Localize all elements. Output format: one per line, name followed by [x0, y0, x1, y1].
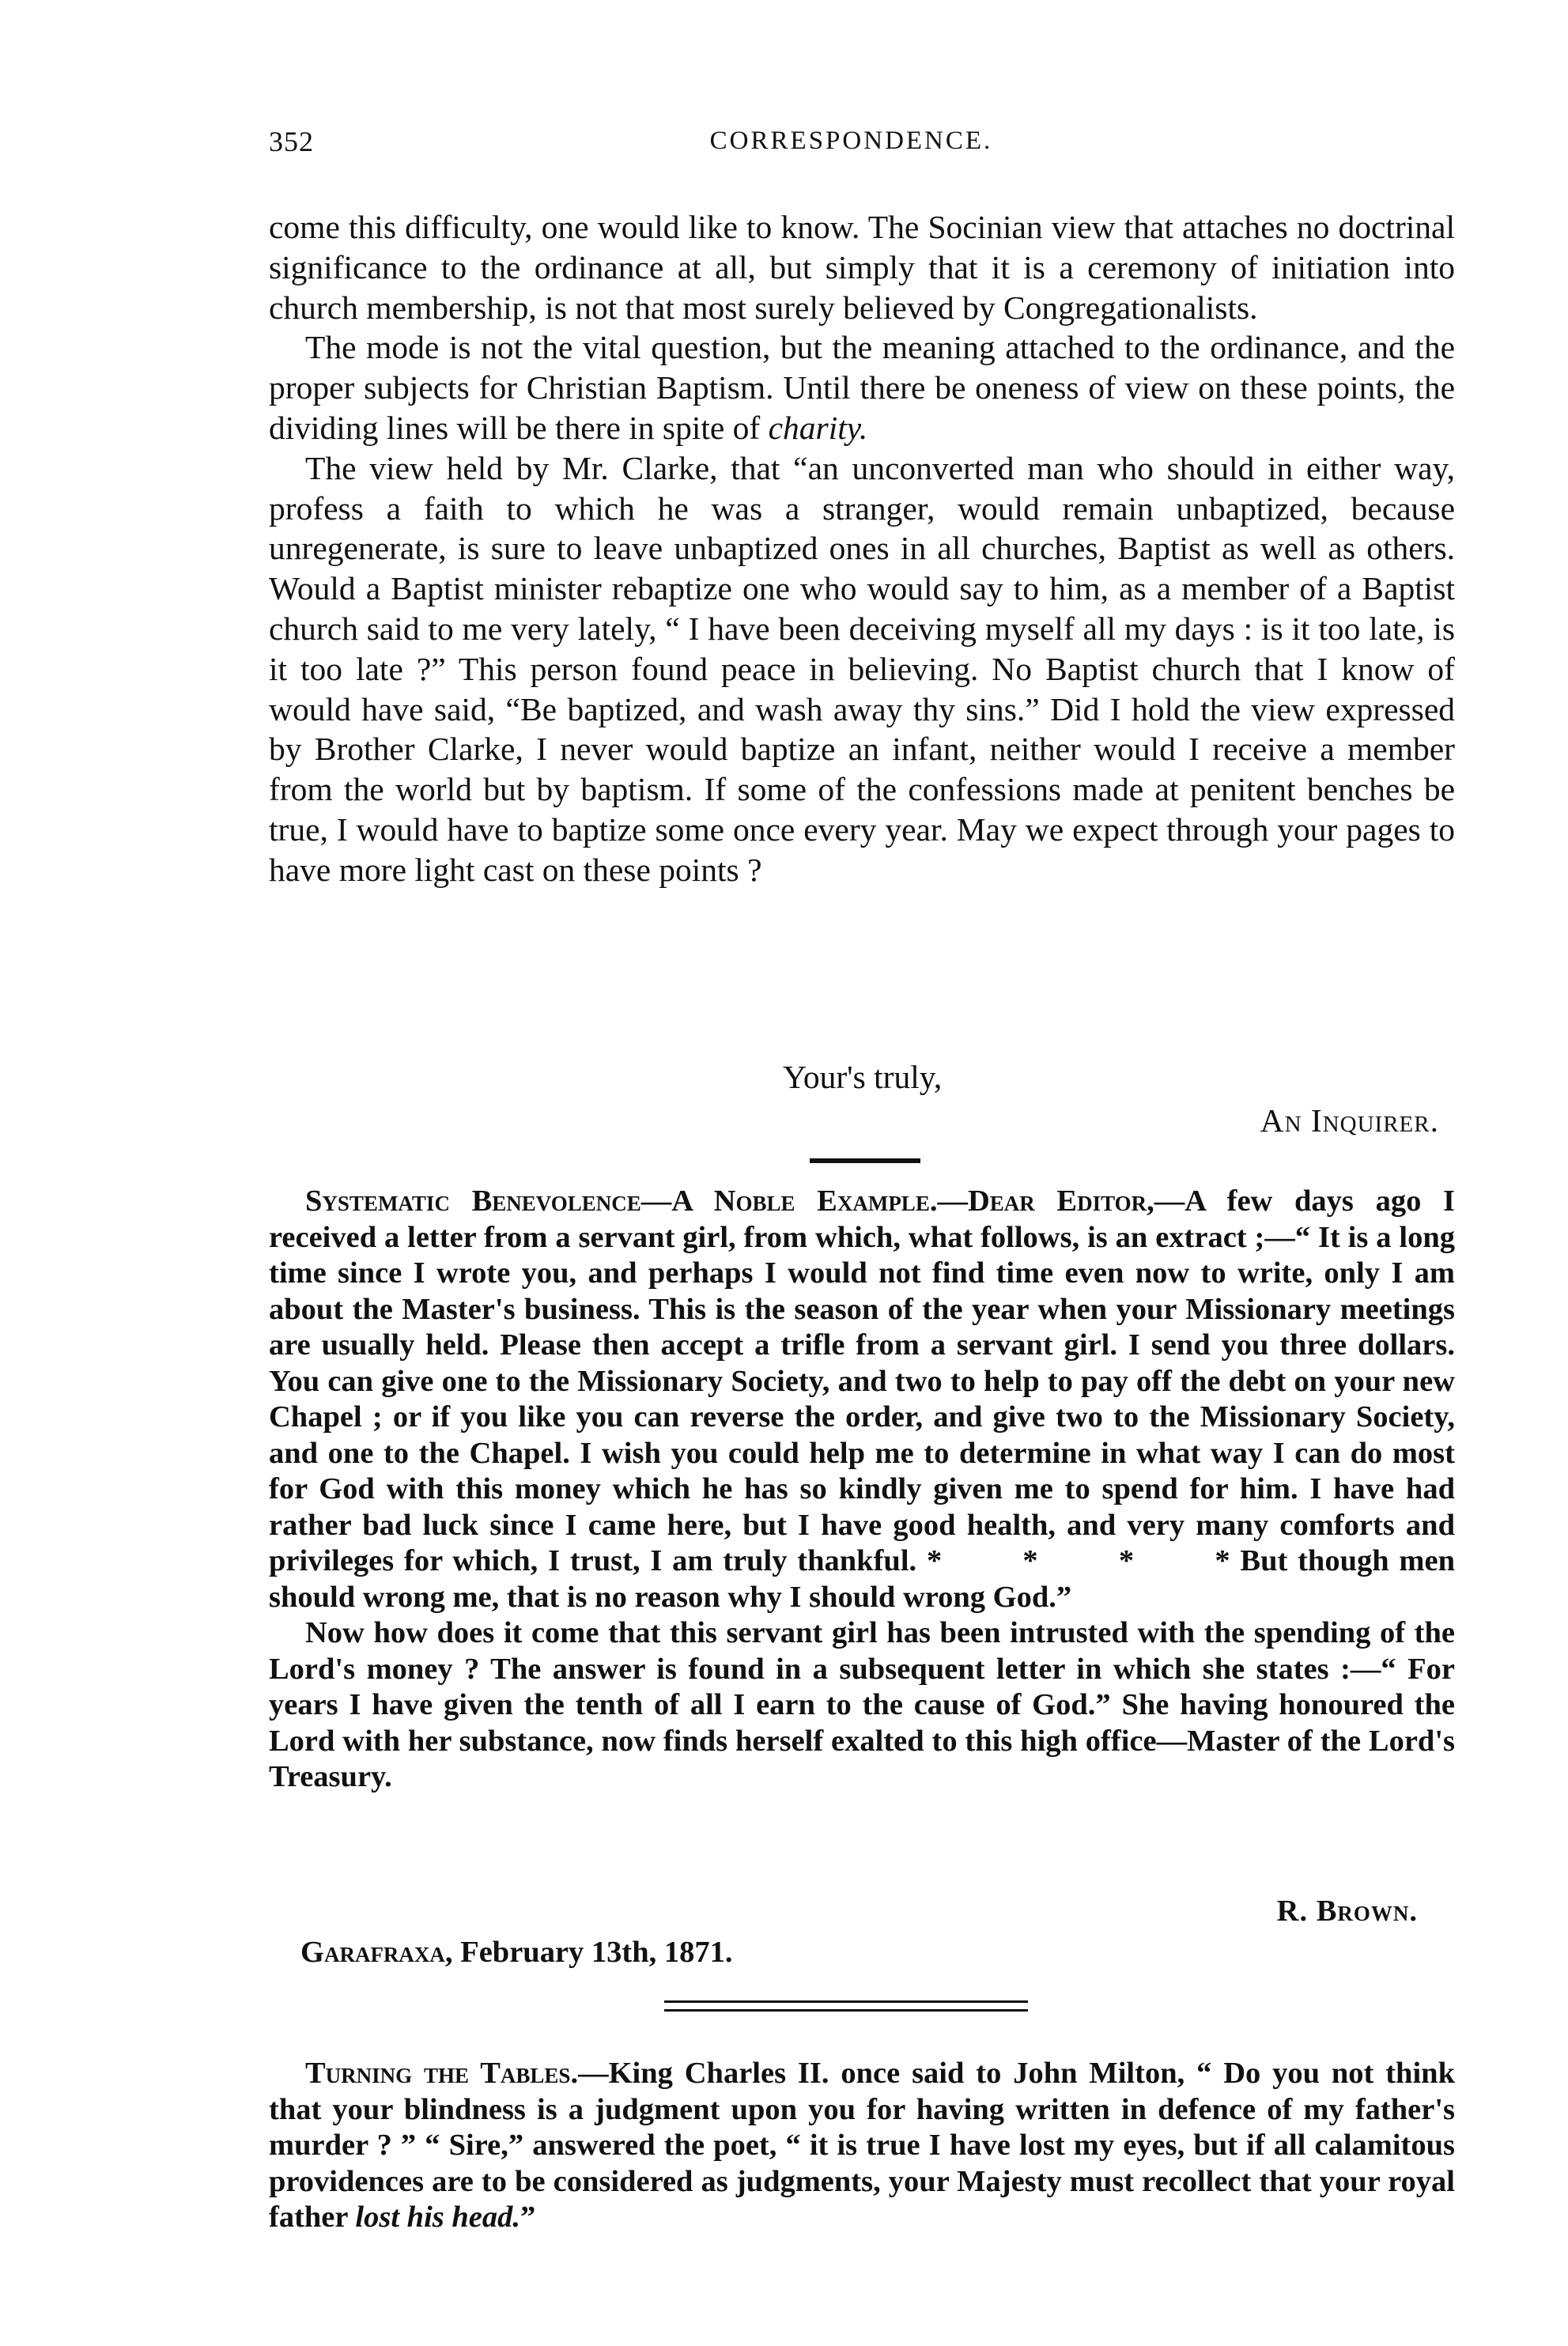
letter2-paragraph-2: Now how does it come that this servant girl has been intrusted with the spending of the Lord's money ? The answer is found in a subsequent letter in which she states :—“ For years I have given the tenth of all I earn to the cause of God.” She having honoured the Lord with her substance, now finds herself exalted to this high office—Master of the Lord's Treasury. [269, 1616, 1455, 1793]
letter1-paragraph-2-italic: charity. [768, 409, 868, 446]
anecdote-closing-quote: ” [520, 2201, 536, 2234]
inquirer-letter [269, 207, 1455, 890]
letter1-paragraph-1: come this difficulty, one would like to know. The Socinian view that attaches no doctrinal significance to the ordinance at all, but simply that it is a ceremony of initiation into church membership, is not that most surely believed by Congregationalists. [269, 209, 1455, 326]
section-divider [810, 1158, 920, 1163]
running-title: CORRESPONDENCE. [709, 127, 993, 155]
anecdote-italic-end: lost his head. [355, 2201, 521, 2234]
letter1-signature: An Inquirer. [1260, 1102, 1439, 1139]
anecdote-heading: Turning the Tables. [305, 2057, 579, 2090]
letter1-paragraph-2-text: The mode is not the vital question, but the meaning attached to the ordinance, and the proper subjects for Christian Baptism. Until there be oneness of view on these points, the dividing lines will be there in spite of [269, 329, 1455, 446]
letter2-paragraph-1 [269, 1184, 1455, 1615]
anecdote-paragraph [269, 2056, 1455, 2236]
double-rule-bottom [664, 2009, 1028, 2012]
page-header [269, 125, 1434, 164]
letter2-paragraph-1-text: —A few days ago I received a letter from a servant girl, from which, what follows, is an extract ;—“ It is a long time since I wrote you, and perhaps I would not find time even now to write, only I am about the Master's business. This is the season of the year when your Missionary meetings are usually held. Please then accept a trifle from a servant girl. I send you three dollars. You can give one to the Missionary Society, and two to help to pay off the debt on your new Chapel ; or if you like you can reverse the order, and give two to the Missionary Society, and one to the Chapel. I wish you could help me to determine in what way I can do most for God with this money which he has so kindly given me to spend for him. I have had rather bad luck since I came here, but I have good health, and very many comforts and privileges for which, I trust, I am truly thankful. [269, 1184, 1455, 1577]
turning-the-tables-anecdote [269, 2056, 1455, 2236]
benevolence-letter [269, 1184, 1455, 1796]
page-number: 352 [269, 126, 314, 157]
letter2-dateline [300, 1935, 733, 1970]
ellipsis-stars: * * * * [926, 1544, 1230, 1577]
letter2-paragraph-1-end: But though men should wrong me, that is no reason why I should wrong God.” [269, 1544, 1456, 1614]
letter2-heading: Systematic Benevolence—A Noble Example.—Dear Editor, [305, 1184, 1154, 1218]
letter1-paragraph-3: The view held by Mr. Clarke, that “an unconverted man who should in either way, profess a faith to which he was a stranger, would remain unbaptized, because unregenerate, is sure to leave unbaptized ones in all churches, Baptist as well as others. Would a Baptist minister rebaptize one who would say to him, as a member of a Baptist church said to me very lately, “ I have been deceiving myself all my days : is it too late, is it too late ?” This person found peace in believing. No Baptist church that I know of would have said, “Be baptized, and wash away thy sins.” Did I hold the view expressed by Brother Clarke, I never would baptize an infant, neither would I receive a member from the world but by baptism. If some of the confessions made at penitent benches be true, I would have to baptize some once every year. May we expect through your pages to have more light cast on these points ? [269, 449, 1455, 888]
letter1-paragraph-2 [269, 327, 1455, 448]
anecdote-text: —King Charles II. once said to John Milton, “ Do you not think that your blindness is a judgment upon you for having written in defence of my father's murder ? ” “ Sire,” answered the poet, “ it is true I have lost my eyes, but if all calamitous providences are to be considered as judgments, your Majesty must recollect that your royal father [269, 2057, 1455, 2234]
dateline-date: February 13th, 1871. [452, 1936, 733, 1969]
letter1-closing: Your's truly, [783, 1059, 943, 1095]
double-rule-top [664, 2000, 1028, 2003]
dateline-place: Garafraxa, [300, 1936, 453, 1969]
letter2-signature: R. Brown. [1276, 1895, 1418, 1928]
